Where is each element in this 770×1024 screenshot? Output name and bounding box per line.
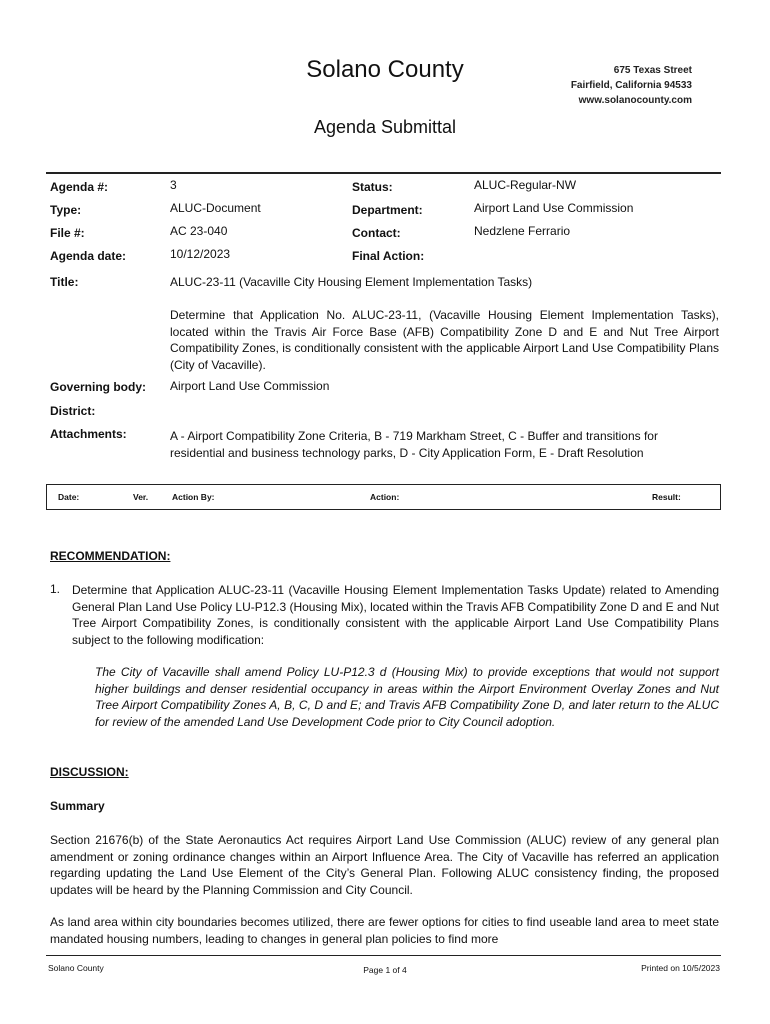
title-value: ALUC-23-11 (Vacaville City Housing Element Implementation Tasks) xyxy=(170,275,533,289)
discussion-heading: DISCUSSION: xyxy=(50,765,129,779)
attachments-value[interactable]: A - Airport Compatibility Zone Criteria, B - 719 Markham Street, C - Buffer and transitions for residential and business technology parks, D - City Application Form, E - Draft Resolution xyxy=(170,429,658,460)
col-action-by: Action By: xyxy=(172,492,215,502)
footer-printed-date: Printed on 10/5/2023 xyxy=(641,963,720,973)
address-line1: 675 Texas Street xyxy=(613,65,692,76)
district-label: District: xyxy=(50,404,96,418)
agenda-date-value: 10/12/2023 xyxy=(170,247,231,261)
status-value: ALUC-Regular-NW xyxy=(474,178,577,192)
department-label: Department: xyxy=(352,203,423,217)
type-label: Type: xyxy=(50,203,82,217)
summary-heading: Summary xyxy=(50,799,105,813)
summary-paragraph-2: As land area within city boundaries becomes utilized, there are fewer options for cities to find useable land area to meet state mandated housing numbers, leading to changes in general plan policies to find more xyxy=(50,915,719,946)
department-value: Airport Land Use Commission xyxy=(474,201,634,215)
type-value: ALUC-Document xyxy=(170,201,261,215)
col-action: Action: xyxy=(370,492,400,502)
governing-value: Airport Land Use Commission xyxy=(170,379,330,393)
address-line2: Fairfield, California 94533 xyxy=(570,80,692,91)
footer-rule xyxy=(46,955,721,956)
county-title: Solano County xyxy=(306,56,464,83)
footer-left: Solano County xyxy=(48,963,104,973)
recommendation-item: Determine that Application ALUC-23-11 (Vacaville Housing Element Implementation Tasks Update) related to Amending General Plan Land Use Policy LU-P12.3 (Housing Mix), located within the Travis AFB Compatibility Zone D and E and Nut Tree Airport Compatibility Zones, is conditionally consistent with the applicable Airport Land Use Compatibility Plans subject to the following modification: xyxy=(72,583,719,647)
agenda-no-label: Agenda #: xyxy=(50,180,109,194)
final-action-label: Final Action: xyxy=(352,249,425,263)
col-ver: Ver. xyxy=(133,492,149,502)
action-history-table xyxy=(46,484,721,510)
top-rule xyxy=(46,172,721,174)
title-detail: Determine that Application No. ALUC-23-11, (Vacaville Housing Element Implementation Tasks), located within the Travis Air Force Base (AFB) Compatibility Zone D and E and Nut Tree Airport Compatibility Zones, is conditionally consistent with the applicable Airport Land Use Compatibility Plans (City of Vacaville). xyxy=(170,308,719,372)
modification-text: The City of Vacaville shall amend Policy LU-P12.3 d (Housing Mix) to provide exceptions that would not support higher buildings and denser residential occupancy in areas within the Airport Environment Overlay Zones and Nut Tree Airport Compatibility Zones A, B, C, D and E; and Travis AFB Compatibility Zone D, and later return to the ALUC for review of the amended Land Use Development Code prior to City Council adoption. xyxy=(95,665,719,729)
file-label: File #: xyxy=(50,226,85,240)
contact-label: Contact: xyxy=(352,226,401,240)
recommendation-heading: RECOMMENDATION: xyxy=(50,549,171,563)
address-block xyxy=(571,63,692,108)
col-date: Date: xyxy=(58,492,80,502)
website-link[interactable]: www.solanocounty.com xyxy=(578,95,692,106)
summary-paragraph-1: Section 21676(b) of the State Aeronautics Act requires Airport Land Use Commission (ALUC) review of any general plan amendment or zoning ordinance changes within an Airport Influence Area. The City of Vacaville has referred an application regarding updating the Land Use Element of the City’s General Plan. Following ALUC consistency finding, the proposed updates will be heard by the Planning Commission and City Council. xyxy=(50,833,719,897)
agenda-date-label: Agenda date: xyxy=(50,249,127,263)
governing-label: Governing body: xyxy=(50,380,146,394)
col-result: Result: xyxy=(652,492,681,502)
attachments-label: Attachments: xyxy=(50,427,127,441)
contact-value: Nedzlene Ferrario xyxy=(474,224,571,238)
item-number: 1. xyxy=(50,582,61,596)
agenda-no-value: 3 xyxy=(170,178,177,192)
submittal-title: Agenda Submittal xyxy=(313,117,457,137)
file-value: AC 23-040 xyxy=(170,224,228,238)
page-number: Page 1 of 4 xyxy=(363,965,407,975)
title-label: Title: xyxy=(50,275,79,289)
status-label: Status: xyxy=(352,180,393,194)
